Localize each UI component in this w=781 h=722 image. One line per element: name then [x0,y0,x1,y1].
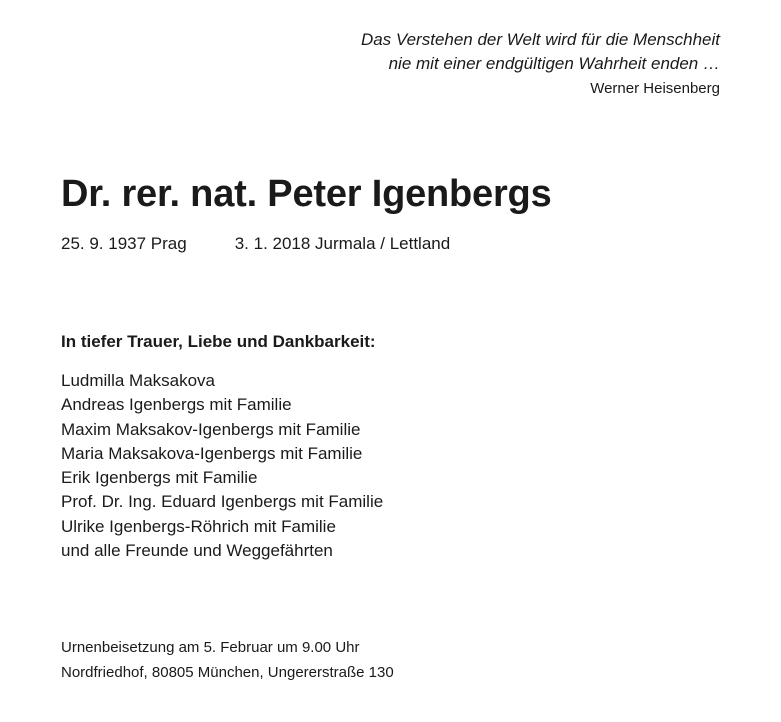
quote-line: nie mit einer endgültigen Wahrheit enden … [388,54,720,73]
birth-date: 25. 9. 1937 Prag [61,234,187,253]
quote-line: Das Verstehen der Welt wird für die Menschheit [360,30,720,49]
epigraph-quote [361,28,720,100]
death-date: 3. 1. 2018 Jurmala / Lettland [234,234,451,253]
mourner-item: Ludmilla Maksakova [61,371,216,390]
mourner-item: Ulrike Igenbergs-Röhrich mit Familie [61,516,336,536]
life-dates [61,233,450,255]
mourners-list [61,369,383,563]
mourning-heading: In tiefer Trauer, Liebe und Dankbarkeit: [61,332,376,351]
deceased-name: Dr. rer. nat. Peter Igenbergs [61,173,552,215]
quote-author: Werner Heisenberg [590,80,720,97]
burial-date: Urnenbeisetzung am 5. Februar um 9.00 Uhr [61,639,360,656]
burial-location: Nordfriedhof, 80805 München, Ungererstraße 130 [61,664,394,681]
burial-info [61,635,394,685]
mourner-item: Maria Maksakova-Igenbergs mit Familie [61,443,363,463]
mourner-item: Maxim Maksakov-Igenbergs mit Familie [61,419,361,439]
mourner-item: Andreas Igenbergs mit Familie [61,395,292,415]
mourner-item: Prof. Dr. Ing. Eduard Igenbergs mit Familie [61,492,384,512]
mourner-item: und alle Freunde und Weggefährten [61,541,333,561]
mourner-item: Erik Igenbergs mit Familie [61,468,258,488]
